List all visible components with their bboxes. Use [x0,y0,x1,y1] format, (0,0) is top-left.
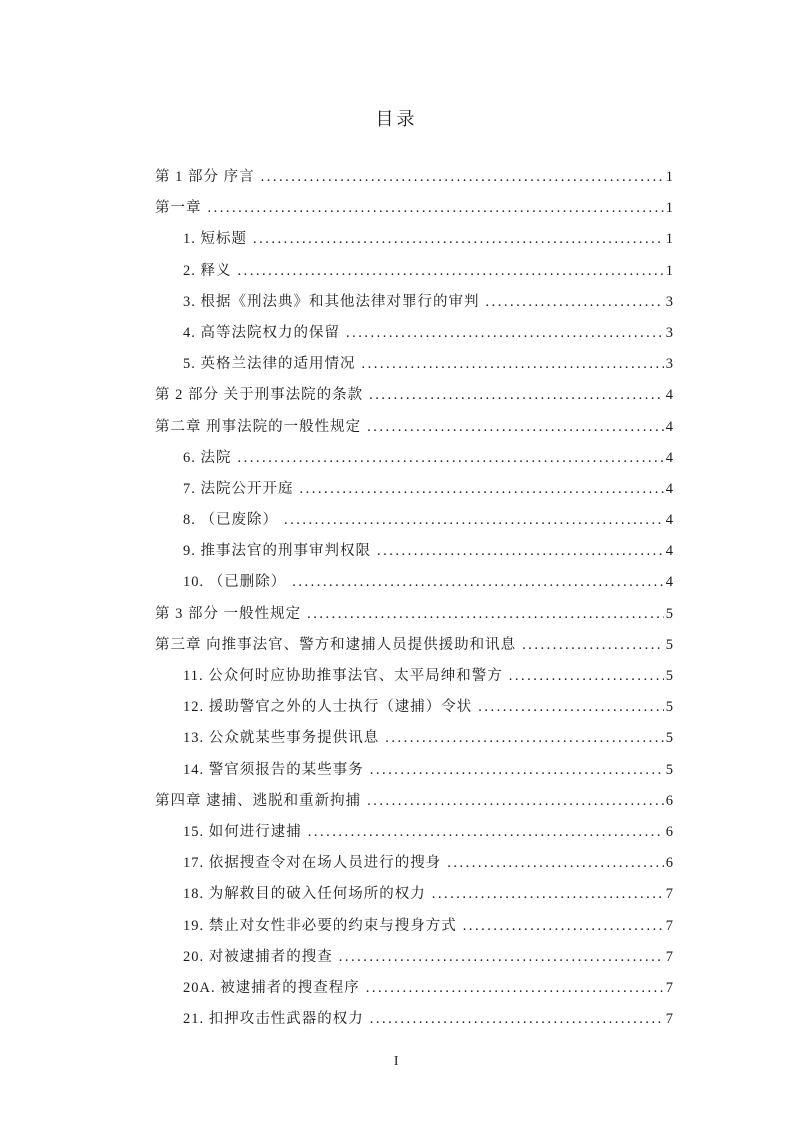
toc-entry-page: 3 [665,356,673,373]
toc-entry-page: 5 [665,605,673,622]
toc-entry-page: 4 [665,387,673,404]
toc-dot-leader [509,661,664,692]
toc-dot-leader [208,193,664,224]
toc-dot-leader [367,412,664,443]
toc-dot-leader [284,505,664,536]
toc-dot-leader [238,443,664,474]
toc-entry [155,193,673,224]
toc-entry-label: 14. 警官须报告的某些事务 [183,761,364,778]
toc-dot-leader [367,786,664,817]
toc-dot-leader [447,848,664,879]
toc-entry-page: 4 [665,543,673,560]
toc-entry-page: 1 [665,262,673,279]
toc-entry-label: 3. 根据《刑法典》和其他法律对罪行的审判 [183,293,480,310]
toc-entry [155,973,673,1004]
toc-entry-label: 7. 法院公开开庭 [183,480,294,497]
toc-entry [155,630,673,661]
toc-dot-leader [339,942,664,973]
toc-dot-leader [463,911,664,942]
toc-entry-label: 2. 释义 [183,262,232,279]
toc-entry [155,162,673,193]
toc-entry-label: 19. 禁止对女性非必要的约束与搜身方式 [183,917,457,934]
toc-entry-page: 5 [665,761,673,778]
toc-entry-label: 15. 如何进行逮捕 [183,823,302,840]
page-title: 目录 [375,109,418,129]
toc-entry-label: 第 2 部分 关于刑事法院的条款 [155,387,364,404]
toc-entry [155,879,673,910]
toc-entry-label: 6. 法院 [183,449,232,466]
toc-entry-page: 1 [665,200,673,217]
toc-dot-leader [346,318,664,349]
toc-entry [155,474,673,505]
toc-dot-leader [300,474,664,505]
toc-entry-label: 20. 对被逮捕者的搜查 [183,948,333,965]
toc-entry-label: 9. 推事法官的刑事审判权限 [183,543,371,560]
toc-dot-leader [307,599,664,630]
toc-entry-page: 7 [665,1011,673,1028]
toc-dot-leader [308,817,664,848]
toc-entry-label: 第一章 [155,200,202,217]
toc-entry [155,349,673,380]
toc-dot-leader [432,879,664,910]
toc-entry [155,567,673,598]
toc-entry-label: 第二章 刑事法院的一般性规定 [155,418,362,435]
toc-entry [155,942,673,973]
toc-entry [155,817,673,848]
toc-entry [155,287,673,318]
toc-entry [155,661,673,692]
toc-entry-page: 6 [665,792,673,809]
toc-entry [155,911,673,942]
toc-dot-leader [292,567,664,598]
toc-entry-page: 4 [665,449,673,466]
toc-entry-page: 4 [665,418,673,435]
toc-entry [155,599,673,630]
toc-entry-label: 1. 短标题 [183,231,247,248]
toc-entry-page: 1 [665,231,673,248]
toc-entry-label: 第 3 部分 一般性规定 [155,605,302,622]
toc-entry-page: 6 [665,855,673,872]
toc-entry-label: 第 1 部分 序言 [155,169,255,185]
toc-dot-leader [253,224,664,255]
toc-entry-page: 4 [665,574,673,591]
toc-entry [155,505,673,536]
toc-dot-leader [385,723,664,754]
toc-entry-label: 13. 公众就某些事务提供讯息 [183,730,380,747]
toc-dot-leader [370,755,664,786]
toc-entry-page: 7 [665,979,673,996]
toc-entry-page: 1 [665,169,673,185]
toc-entry-page: 3 [665,293,673,310]
toc-dot-leader [377,536,664,567]
toc-dot-leader [478,692,664,723]
toc-dot-leader [362,349,664,380]
toc-dot-leader [522,630,664,661]
toc-entry [155,412,673,443]
toc-entry-page: 4 [665,512,673,529]
page-number-footer: I [393,1054,400,1069]
toc-entry [155,443,673,474]
toc-entry-label: 18. 为解救目的破入任何场所的权力 [183,886,426,903]
toc-entry [155,536,673,567]
toc-entry-label: 第四章 逮捕、逃脱和重新拘捕 [155,792,362,809]
toc-entry-label: 21. 扣押攻击性武器的权力 [183,1011,364,1028]
toc-entry [155,318,673,349]
toc-entry [155,380,673,411]
toc-dot-leader [366,973,664,1004]
toc-entry [155,256,673,287]
table-of-contents [155,162,673,1035]
toc-entry-label: 第三章 向推事法官、警方和逮捕人员提供援助和讯息 [155,636,517,653]
toc-entry [155,786,673,817]
toc-entry [155,755,673,786]
toc-entry-page: 5 [665,699,673,716]
toc-dot-leader [261,162,664,193]
toc-entry-label: 4. 高等法院权力的保留 [183,324,340,341]
toc-entry-label: 17. 依据搜查令对在场人员进行的搜身 [183,855,442,872]
toc-entry [155,692,673,723]
toc-entry-page: 6 [665,823,673,840]
toc-entry-label: 11. 公众何时应协助推事法官、太平局绅和警方 [183,668,503,684]
toc-entry-page: 7 [665,917,673,934]
toc-entry-page: 4 [665,480,673,497]
toc-entry-page: 3 [665,324,673,341]
toc-entry-label: 10. （已删除） [183,574,287,591]
toc-entry-page: 5 [665,636,673,653]
toc-entry-page: 7 [665,886,673,903]
toc-entry-label: 5. 英格兰法律的适用情况 [183,356,356,373]
toc-entry [155,723,673,754]
toc-entry-label: 8. （已废除） [183,512,278,529]
toc-entry-label: 12. 援助警官之外的人士执行（逮捕）令状 [183,699,473,716]
toc-entry-page: 5 [665,668,673,684]
toc-entry [155,224,673,255]
toc-dot-leader [238,256,664,287]
toc-dot-leader [370,1004,664,1035]
toc-dot-leader [369,380,664,411]
toc-dot-leader [486,287,664,318]
toc-entry-page: 5 [665,730,673,747]
toc-entry [155,1004,673,1035]
toc-entry [155,848,673,879]
toc-entry-page: 7 [665,948,673,965]
toc-entry-label: 20A. 被逮捕者的搜查程序 [183,979,360,996]
